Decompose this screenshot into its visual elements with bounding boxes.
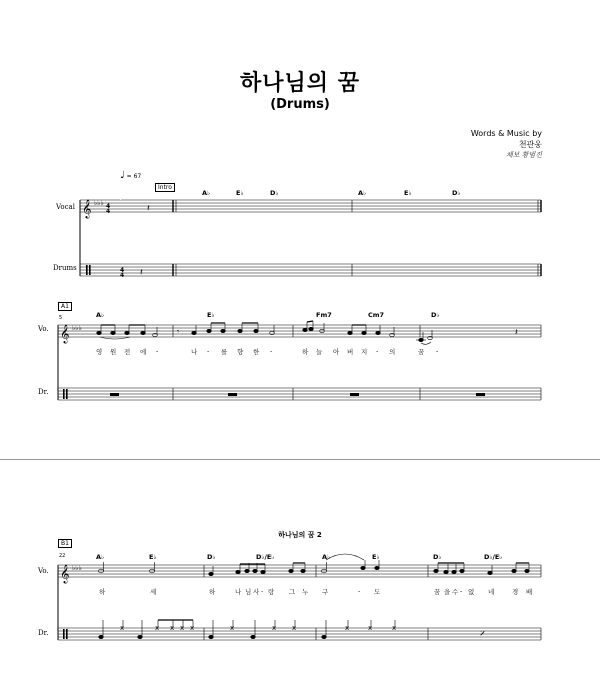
lyric-syllable: 꿈 [434,588,441,596]
instrument-label-vocal: Vo. [38,567,49,575]
composer: 천관웅 [518,140,542,149]
instrument-label-drums: Dr. [38,388,49,396]
lyric-syllable: 경 [512,588,519,596]
score-subtitle: (Drums) [270,97,330,112]
time-signature: 4 [106,208,111,215]
chord-symbol: D♭/E♭ [256,553,275,561]
page-header: 하나님의 꿈 2 [278,531,322,539]
svg-text:x: x [120,624,125,632]
lyric-syllable: 수 [452,588,459,596]
svg-text:x: x [272,624,277,632]
key-signature-flats: ♭♭♭ [94,199,104,207]
vocal-staff [58,565,541,577]
quarter-rest-icon: 𝄽 [140,268,143,278]
chord-symbol: Fm7 [316,311,332,319]
drum-staff [58,388,541,400]
instrument-label-drums: Dr. [38,629,49,637]
lyric-syllable: 세 [150,588,157,596]
whole-rest-icon [476,393,485,396]
lyric-syllable: - [207,347,210,355]
quarter-rest-icon: 𝄽 [147,204,150,214]
lyric-syllable: 지 [361,348,368,356]
treble-clef-icon: 𝄞 [82,199,92,218]
lyric-syllable: 님 [245,588,252,596]
chord-symbol: D♭ [452,189,461,197]
bar-number: 22 [59,553,66,559]
chord-symbol: A♭ [96,553,105,561]
lyric-syllable: 네 [488,588,495,596]
score-title: 하나님의 꿈 [240,71,360,96]
lyric-syllable: 전 [124,348,131,356]
chord-symbol: D♭ [433,553,442,561]
instrument-label-vocal: Vo. [38,325,49,333]
chord-symbol: E♭ [236,189,244,197]
lyric-syllable: 배 [526,588,533,596]
lyric-syllable: 한 [253,348,260,356]
drum-staff [58,628,541,640]
lyric-syllable: 없 [468,588,475,596]
lyric-syllable: - [270,347,273,355]
chord-symbol: D♭/E♭ [484,553,503,561]
lyric-syllable: 하 [209,588,216,596]
lyric-syllable: 아 [333,348,340,356]
note-group [303,321,395,337]
lyric-syllable: - [436,347,439,355]
lyric-syllable: 원 [110,348,117,356]
note-group [416,328,518,344]
key-signature-flats: ♭♭♭ [72,324,82,332]
svg-text:x: x [345,624,350,632]
chord-symbol: A♭ [96,311,105,319]
chord-symbol: Cm7 [368,311,385,319]
svg-text:𝄾: 𝄾 [177,327,180,336]
repeat-measure-icon: 𝄎 [480,629,485,640]
lyric-syllable: 랑 [268,588,275,596]
chord-symbol: D♭ [431,311,440,319]
chord-symbol: E♭ [149,553,157,561]
lyric-syllable: - [156,347,159,355]
lyric-syllable: 나 [235,588,242,596]
svg-text:𝄽: 𝄽 [515,328,518,338]
lyric-syllable: 구 [322,588,329,596]
time-signature: 4 [120,272,125,279]
svg-text:x: x [180,624,185,632]
chord-symbol: A♭ [202,189,211,197]
key-signature-flats: ♭♭♭ [72,564,82,572]
lyric-syllable: 에 [140,348,147,356]
bar-number: 5 [59,315,63,321]
lyric-syllable: 향 [237,348,244,356]
svg-text:x: x [292,624,297,632]
percussion-clef-icon [86,265,88,275]
vocal-staff [58,325,541,337]
credit-label: Words & Music by [470,129,542,138]
svg-text:x: x [190,624,195,632]
chord-symbol: D♭ [207,553,216,561]
lyric-syllable: 누 [302,588,309,596]
lyric-syllable: 도 [374,588,381,596]
percussion-clef-icon [63,389,65,399]
svg-text:x: x [155,624,160,632]
tempo-value: = 67 [126,173,142,180]
lyric-syllable: 꿈 [418,348,425,356]
chord-symbol: D♭ [270,189,279,197]
quarter-note-icon: ♩ [120,170,125,181]
score-system-3 [0,460,600,686]
treble-clef-icon: 𝄞 [60,324,70,343]
lyric-syllable: - [376,347,379,355]
whole-rest-icon [110,393,119,396]
arranger: 채보 황범진 [505,151,542,159]
chord-symbol: A♭ [358,189,367,197]
lyric-syllable: 늘 [316,348,323,356]
rehearsal-mark-intro: Intro [155,183,175,192]
lyric-syllable: - [358,587,361,595]
svg-text:x: x [230,624,235,632]
drum-staff [80,264,541,276]
lyric-syllable: - [261,587,264,595]
percussion-clef-icon [63,629,65,639]
svg-text:x: x [368,624,373,632]
lyric-syllable: 버 [347,348,354,356]
lyric-syllable: 의 [389,348,396,356]
instrument-label-vocal: Vocal [56,203,75,211]
time-signature: 4 [120,267,125,274]
rehearsal-mark-a1: A1 [58,302,72,311]
lyric-syllable: 하 [302,348,309,356]
lyric-syllable: 을 [444,588,451,596]
lyric-syllable: 나 [191,348,198,356]
treble-clef-icon: 𝄞 [60,564,70,583]
lyric-syllable: 사 [253,588,260,596]
chord-symbol: A♭ [322,553,331,561]
instrument-label-drums: Drums [53,264,77,272]
chord-symbol: E♭ [207,311,215,319]
whole-rest-icon [228,393,237,396]
lyric-syllable: 영 [96,348,103,356]
lyric-syllable: 를 [221,348,228,356]
lyric-syllable: - [460,587,463,595]
svg-text:x: x [170,624,175,632]
time-signature: 4 [106,203,111,210]
svg-text:x: x [392,624,397,632]
rehearsal-mark-b1: B1 [58,539,72,548]
whole-rest-icon [350,393,359,396]
lyric-syllable: 하 [99,588,106,596]
chord-symbol: E♭ [372,553,380,561]
lyric-syllable: 그 [289,588,296,596]
chord-symbol: E♭ [404,189,412,197]
